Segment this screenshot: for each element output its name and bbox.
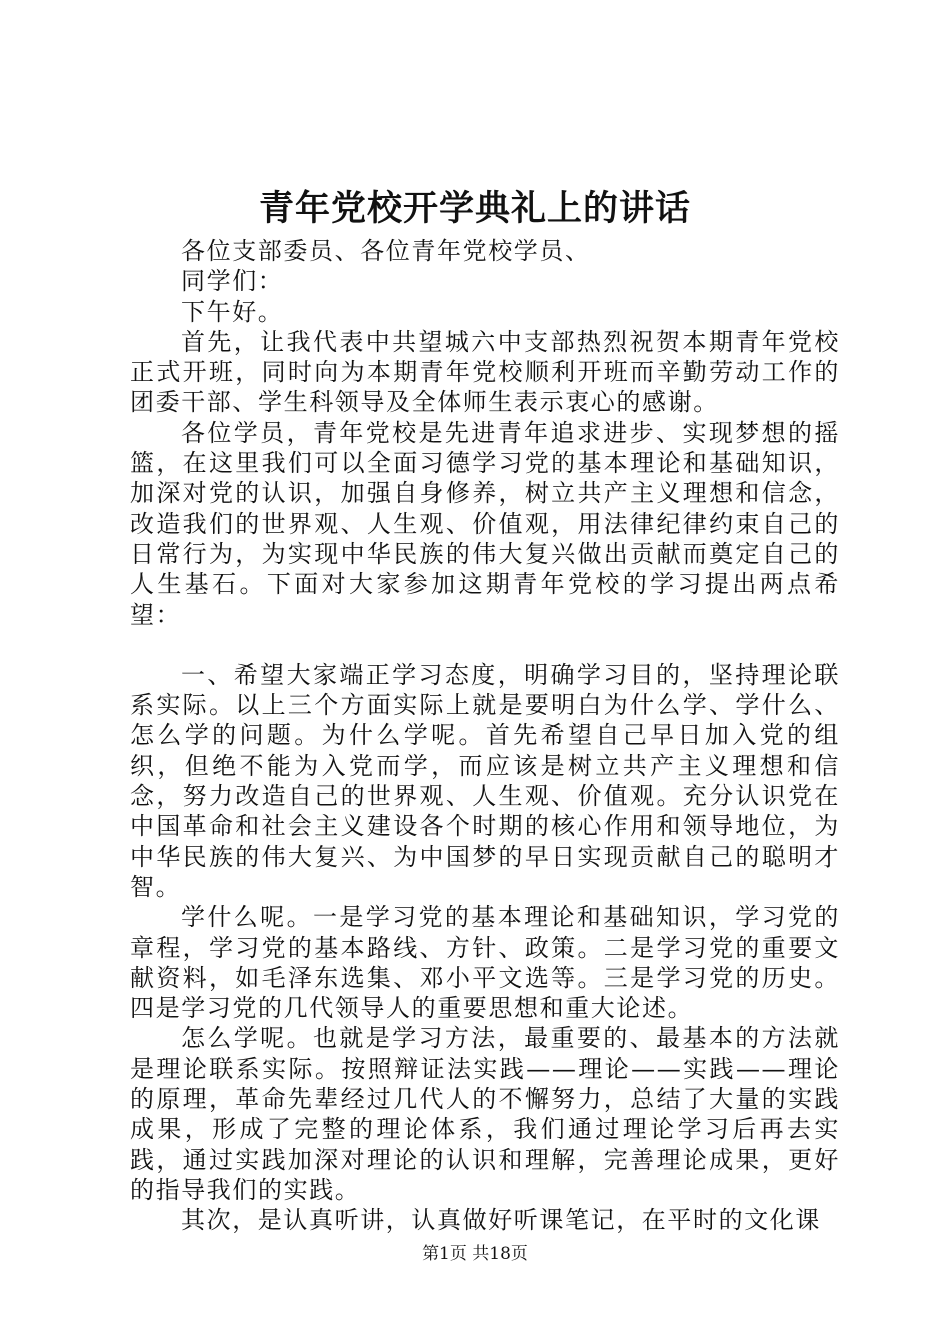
paragraph-what-to-learn: 学什么呢。一是学习党的基本理论和基础知识，学习党的章程，学习党的基本路线、方针、政策。二是学习党的重要文献资料，如毛泽东选集、邓小平文选等。三是学习党的历史。四是学习党的几代领导人的重要思想和重大论述。: [130, 903, 840, 1023]
paragraph-secondly: 其次，是认真听讲，认真做好听课笔记，在平时的文化课: [181, 1206, 821, 1235]
salutation-line-1: 各位支部委员、各位青年党校学员、: [181, 237, 591, 265]
paragraph-hope-one: 一、希望大家端正学习态度，明确学习目的，坚持理论联系实际。以上三个方面实际上就是要明白为什么学、学什么、怎么学的问题。为什么学呢。首先希望自己早日加入党的组织，但绝不能为入党而学，而应该是树立共产主义理想和信念，努力改造自己的世界观、人生观、价值观。充分认识党在中国革命和社会主义建设各个时期的核心作用和领导地位，为中华民族的伟大复兴、为中国梦的早日实现贡献自己的聪明才智。: [130, 660, 840, 901]
salutation-line-2: 同学们：: [181, 267, 284, 296]
paragraph-introduction: 各位学员，青年党校是先进青年追求进步、实现梦想的摇篮，在这里我们可以全面习德学习党的基本理论和基础知识，加深对党的认识，加强自身修养，树立共产主义理想和信念，改造我们的世界观、人生观、价值观，用法律纪律约束自己的日常行为，为实现中华民族的伟大复兴做出贡献而奠定自己的人生基石。下面对大家参加这期青年党校的学习提出两点希望：: [130, 418, 840, 629]
document-title: 青年党校开学典礼上的讲话: [258, 188, 691, 229]
paragraph-opening: 首先，让我代表中共望城六中支部热烈祝贺本期青年党校正式开班，同时向为本期青年党校顺利开班而辛勤劳动工作的团委干部、学生科领导及全体师生表示衷心的感谢。: [130, 327, 840, 417]
greeting: 下午好。: [181, 297, 284, 326]
paragraph-how-to-learn: 怎么学呢。也就是学习方法，最重要的、最基本的方法就是理论联系实际。按照辩证法实践——理论——实践——理论的原理，革命先辈经过几代人的不懈努力，总结了大量的实践成果，形成了完整的理论体系，我们通过理论学习后再去实践，通过实践加深对理论的认识和理解，完善理论成果，更好的指导我们的实践。: [130, 1024, 840, 1204]
document-body: [130, 236, 840, 1236]
page-number-footer: 第1页 共18页: [422, 1244, 528, 1264]
